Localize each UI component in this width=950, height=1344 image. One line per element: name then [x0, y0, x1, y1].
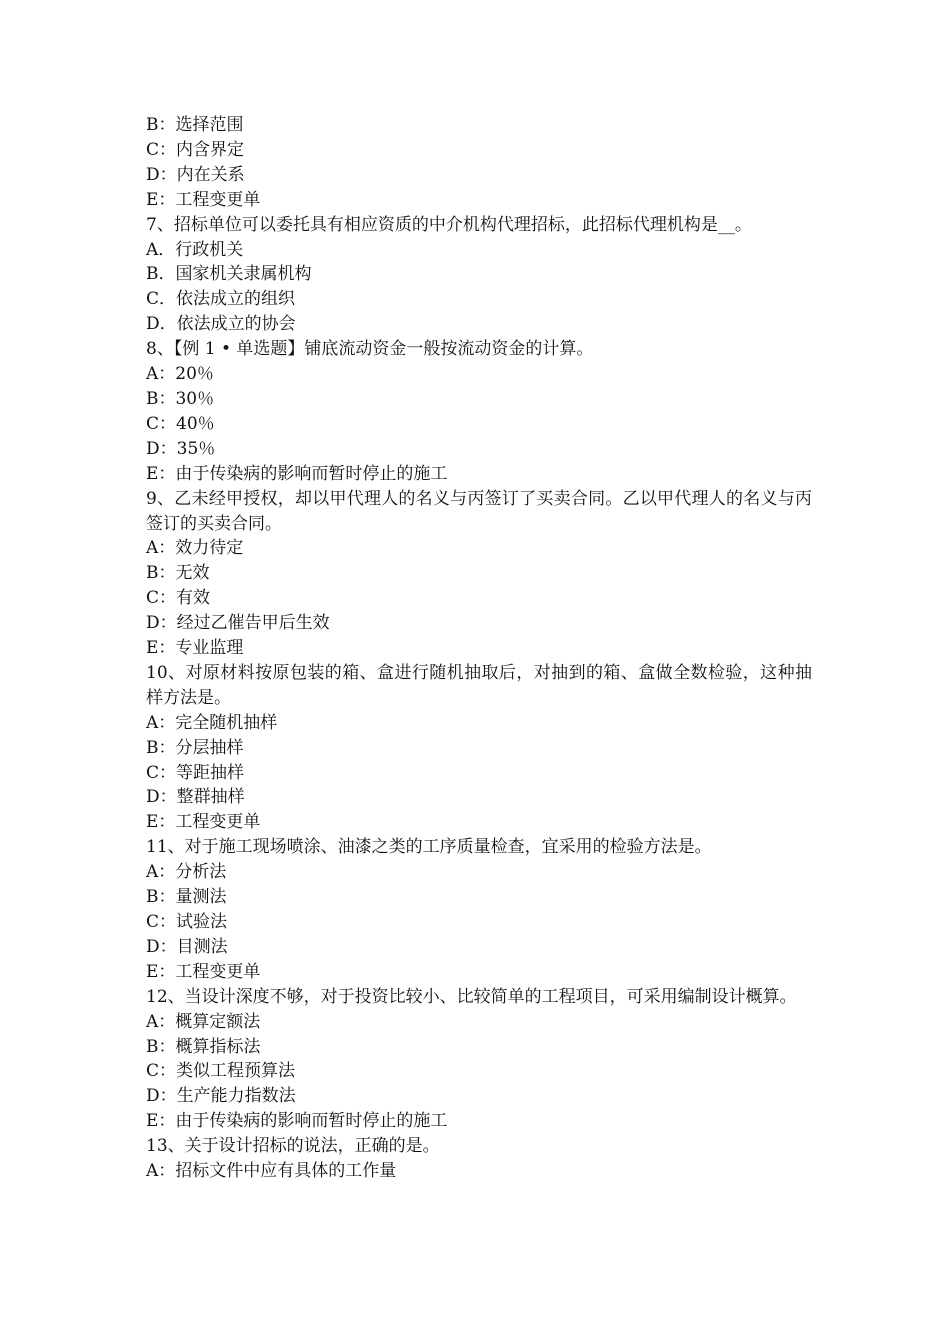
option-line: D：内在关系 — [146, 164, 245, 185]
option-line: C：内含界定 — [146, 139, 245, 160]
option-line: A：概算定额法 — [146, 1011, 261, 1032]
option-line: C：等距抽样 — [146, 762, 245, 783]
option-line: E：专业监理 — [146, 638, 244, 659]
option-line: B：概算指标法 — [146, 1036, 261, 1057]
option-line: A：招标文件中应有具体的工作量 — [146, 1161, 397, 1182]
option-line: E：工程变更单 — [146, 812, 261, 833]
document-page — [146, 113, 812, 1184]
option-line: A．行政机关 — [146, 239, 244, 260]
option-line: C：40％ — [146, 413, 215, 434]
option-line: D：生产能力指数法 — [146, 1086, 296, 1107]
option-line: A：分析法 — [146, 862, 227, 883]
option-line: E：工程变更单 — [146, 189, 261, 210]
question-7: 7、招标单位可以委托具有相应资质的中介机构代理招标，此招标代理机构是__。 — [146, 214, 752, 235]
option-line: A：完全随机抽样 — [146, 712, 278, 733]
question-13: 13、关于设计招标的说法，正确的是。 — [146, 1136, 440, 1157]
question-12: 12、当设计深度不够，对于投资比较小、比较简单的工程项目，可采用编制设计概算。 — [146, 986, 797, 1007]
question-9: 9、乙未经甲授权，却以甲代理人的名义与丙签订了买卖合同。乙以甲代理人的名义与丙签订的买卖合同。 — [146, 488, 812, 534]
option-line: B：选择范围 — [146, 115, 244, 135]
option-line: B：无效 — [146, 563, 210, 584]
question-11: 11、对于施工现场喷涂、油漆之类的工序质量检查，宜采用的检验方法是。 — [146, 837, 712, 858]
question-8: 8、【例 1 • 单选题】铺底流动资金一般按流动资金的计算。 — [146, 339, 594, 360]
option-line: E：由于传染病的影响而暂时停止的施工 — [146, 1111, 448, 1132]
option-line: C：有效 — [146, 588, 211, 609]
question-10: 10、对原材料按原包装的箱、盒进行随机抽取后，对抽到的箱、盒做全数检验，这种抽样方法是。 — [146, 662, 812, 708]
option-line: B：分层抽样 — [146, 737, 244, 758]
option-line: D．依法成立的协会 — [146, 314, 296, 335]
option-line: E：由于传染病的影响而暂时停止的施工 — [146, 463, 448, 484]
option-line: D：目测法 — [146, 936, 228, 957]
option-line: A：效力待定 — [146, 538, 244, 559]
option-line: B：量测法 — [146, 887, 227, 908]
option-line: C：类似工程预算法 — [146, 1061, 296, 1082]
option-line: B：30％ — [146, 388, 215, 409]
option-line: C．依法成立的组织 — [146, 289, 296, 310]
option-line: D：整群抽样 — [146, 787, 245, 808]
option-line: C：试验法 — [146, 912, 228, 932]
option-line: D：经过乙催告甲后生效 — [146, 613, 330, 634]
option-line: A：20％ — [146, 364, 214, 385]
option-line: E：工程变更单 — [146, 961, 261, 982]
option-line: D：35％ — [146, 438, 216, 459]
option-line: B．国家机关隶属机构 — [146, 264, 312, 285]
